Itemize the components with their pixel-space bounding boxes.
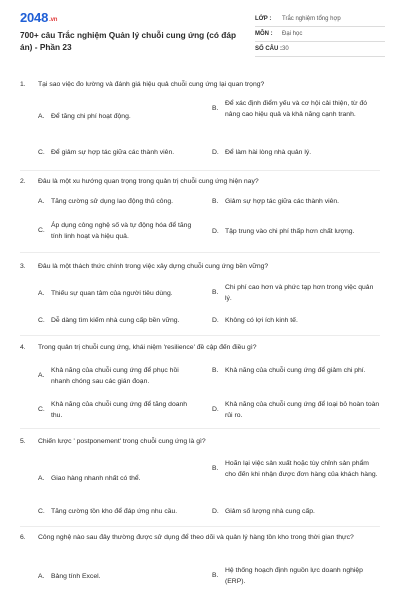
option-text: Để làm hài lòng nhà quản lý. [225,149,312,156]
question-text: Tại sao việc đo lường và đánh giá hiệu quả chuỗi cung ứng lại quan trọng? [38,81,265,88]
document-title: 700+ câu Trắc nghiệm Quản lý chuỗi cung ứng (có đáp án) - Phần 23 [20,30,237,52]
question-text: Công nghệ nào sau đây thường được sử dụng để theo dõi và quản lý hàng tồn kho trong thời gian thực? [38,534,354,541]
question-number: 1. [20,81,26,88]
meta-count-label: SỐ CÂU : [255,46,282,52]
option-letter: C. [38,149,45,156]
q3-option-c[interactable] [38,316,196,327]
logo-domain: .vn [49,17,58,23]
option-text: Hệ thống hoạch định nguồn lực doanh nghiệp (ERP). [225,567,363,585]
q4-option-b[interactable] [212,366,380,377]
option-text: Để xác định điểm yếu và cơ hội cải thiện, từ đó nâng cao hiệu quả và khả năng cạnh tranh. [225,100,367,118]
option-letter: D. [212,228,219,235]
question-number: 2. [20,178,26,185]
q2-option-b[interactable] [212,197,380,208]
option-text: Chi phí cao hơn và phức tạp hơn trong việc quản lý. [225,284,374,302]
page-header [0,0,400,62]
question-4 [20,343,380,354]
option-text: Giảm sự hợp tác giữa các thành viên. [225,198,340,205]
question-text: Đâu là một thách thức chính trong việc xây dựng chuỗi cung ứng bền vững? [38,263,269,270]
q3-option-d[interactable] [212,316,380,327]
option-letter: B. [212,289,219,297]
option-text: Để tăng chi phí hoạt động. [51,113,131,120]
q5-option-a[interactable] [38,474,196,485]
question-text: Trong quản trị chuỗi cung ứng, khái niệm 'resilience' đề cập đến điều gì? [38,344,257,351]
meta-count-row [255,42,385,57]
question-1 [20,80,380,91]
question-3 [20,262,380,273]
option-text: Khả năng của chuỗi cung ứng để loại bỏ hoàn toàn rủi ro. [225,401,380,419]
meta-subject-label: MÔN : [255,31,273,37]
question-number: 3. [20,263,26,270]
q5-option-d[interactable] [212,507,380,518]
option-text: Để giảm sự hợp tác giữa các thành viên. [51,149,175,156]
option-letter: D. [212,149,219,156]
q1-option-a[interactable] [38,112,196,123]
option-text: Tăng cường tồn kho để đáp ứng nhu cầu. [51,508,178,515]
q1-option-d[interactable] [212,148,380,159]
option-letter: D. [212,508,219,515]
divider [20,252,380,253]
question-number: 6. [20,534,26,541]
option-letter: A. [38,372,45,380]
option-text: Không có lợi ích kinh tế. [225,317,298,324]
question-6 [20,533,380,544]
meta-subject-row [255,27,385,42]
q6-option-b[interactable] [212,566,380,587]
option-text: Tăng cường sử dụng lao động thủ công. [51,198,174,205]
q4-option-a[interactable] [38,366,196,387]
option-letter: A. [38,475,45,482]
option-text: Giao hàng nhanh nhất có thể. [51,475,141,482]
q2-option-c[interactable] [38,221,196,242]
question-number: 4. [20,344,26,351]
divider [20,428,380,429]
option-text: Bảng tính Excel. [51,573,101,580]
q2-option-d[interactable] [212,227,380,238]
option-letter: B. [212,367,219,374]
option-letter: C. [38,227,45,235]
option-text: Dễ dàng tìm kiếm nhà cung cấp bền vững. [51,317,180,324]
option-letter: D. [212,406,219,414]
q1-option-c[interactable] [38,148,196,159]
question-5 [20,437,380,448]
option-letter: A. [38,290,45,297]
q6-option-a[interactable] [38,572,196,583]
meta-info [255,12,385,57]
q1-option-b[interactable] [212,99,380,120]
option-letter: D. [212,317,219,324]
option-letter: C. [38,508,45,515]
divider [20,526,380,527]
option-letter: A. [38,113,45,120]
meta-count-value: 30 [282,46,289,52]
option-letter: B. [212,465,219,473]
option-letter: C. [38,406,45,414]
option-letter: A. [38,198,45,205]
logo-number: 2048 [20,10,49,25]
meta-class-label: LỚP : [255,16,272,22]
meta-subject-value: Đại học [282,31,303,37]
question-text: Chiến lược ' postponement' trong chuỗi cung ứng là gì? [38,438,206,445]
option-text: Khả năng của chuỗi cung ứng để tăng doanh thu. [51,401,188,419]
option-text: Khả năng của chuỗi cung ứng để phục hồi nhanh chóng sau các gián đoạn. [51,367,179,385]
option-letter: B. [212,105,219,113]
site-logo[interactable] [20,10,57,25]
option-letter: A. [38,573,45,580]
meta-class-row [255,12,385,27]
option-text: Tập trung vào chi phí thấp hơn chất lượng. [225,228,355,235]
option-text: Áp dụng công nghệ số và tự động hóa để tăng tính linh hoạt và hiệu quả. [51,222,192,240]
q5-option-c[interactable] [38,507,196,518]
question-number: 5. [20,438,26,445]
option-text: Thiếu sự quan tâm của người tiêu dùng. [51,290,173,297]
option-text: Hoãn lại việc sản xuất hoặc tùy chỉnh sản phẩm cho đến khi nhận được đơn hàng của khách hàng. [225,460,378,478]
q2-option-a[interactable] [38,197,196,208]
option-letter: C. [38,317,45,324]
option-text: Giảm số lượng nhà cung cấp. [225,508,315,515]
option-letter: B. [212,198,219,205]
meta-class-value: Trắc nghiệm tổng hợp [282,16,341,22]
q3-option-a[interactable] [38,289,196,300]
question-text: Đâu là một xu hướng quan trọng trong quản trị chuỗi cung ứng hiện nay? [38,178,259,185]
q4-option-d[interactable] [212,400,380,421]
divider [20,335,380,336]
q5-option-b[interactable] [212,459,380,480]
question-2 [20,177,380,188]
q3-option-b[interactable] [212,283,380,304]
option-letter: B. [212,572,219,580]
q4-option-c[interactable] [38,400,196,421]
option-text: Khả năng của chuỗi cung ứng để giảm chi phí. [225,367,366,374]
divider [20,170,380,171]
